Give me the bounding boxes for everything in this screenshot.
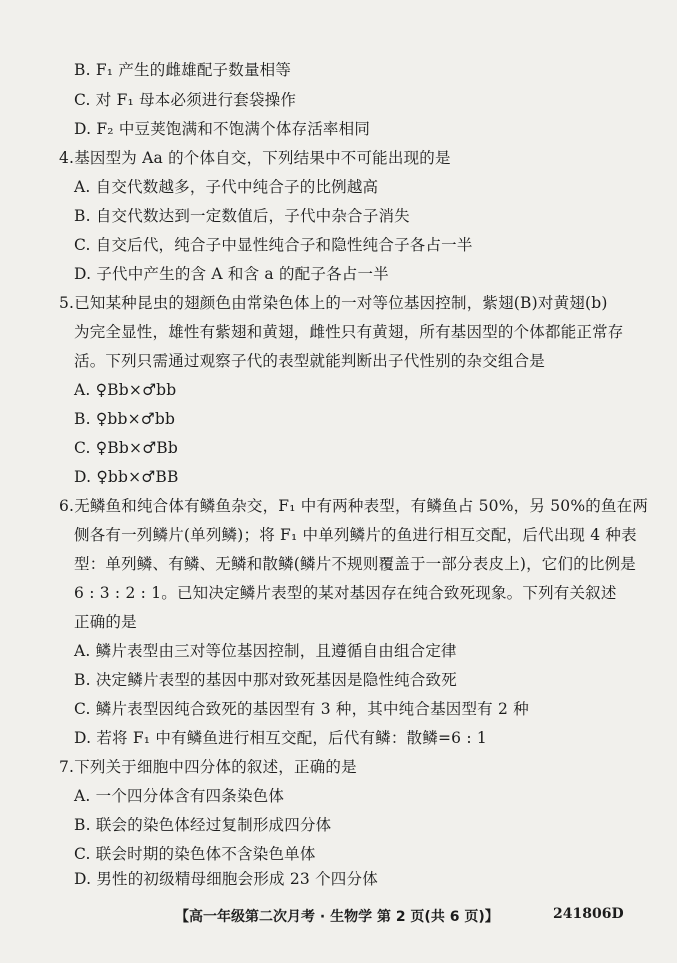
q3-option-c: C. 对 F₁ 母本必须进行套袋操作 (74, 91, 297, 109)
q5-option-a: A. ♀Bb×♂bb (74, 381, 177, 399)
q7-option-b: B. 联会的染色体经过复制形成四分体 (74, 816, 332, 834)
q3-option-d: D. F₂ 中豆荚饱满和不饱满个体存活率相同 (74, 120, 371, 138)
question-6-stem: 6.无鳞鱼和纯合体有鳞鱼杂交，F₁ 中有两种表型，有鳞鱼占 50%，另 50%的鱼在两 (59, 497, 649, 515)
q5-option-d: D. ♀bb×♂BB (74, 468, 179, 486)
q4-option-d: D. 子代中产生的含 A 和含 a 的配子各占一半 (74, 265, 389, 283)
q4-option-b: B. 自交代数达到一定数值后，子代中杂合子消失 (74, 207, 410, 225)
q5-option-c: C. ♀Bb×♂Bb (74, 439, 178, 457)
q6-option-c: C. 鳞片表型因纯合致死的基因型有 3 种，其中纯合基因型有 2 种 (74, 700, 529, 718)
question-6-stem-cont: 正确的是 (74, 613, 137, 631)
question-6-stem-cont: 侧各有一列鳞片(单列鳞)；将 F₁ 中单列鳞片的鱼进行相互交配，后代出现 4 种表 (74, 526, 637, 544)
question-7-stem: 7.下列关于细胞中四分体的叙述，正确的是 (59, 758, 357, 776)
q5-option-b: B. ♀bb×♂bb (74, 410, 176, 428)
question-6-stem-cont: 型：单列鳞、有鳞、无鳞和散鳞(鳞片不规则覆盖于一部分表皮上)，它们的比例是 (74, 555, 636, 573)
page-footer: 【高一年级第二次月考 · 生物学 第 2 页(共 6 页)】 (175, 909, 499, 925)
question-4-stem: 4.基因型为 Aa 的个体自交，下列结果中不可能出现的是 (59, 149, 451, 167)
q6-option-b: B. 决定鳞片表型的基因中那对致死基因是隐性纯合致死 (74, 671, 457, 689)
exam-code: 241806D (553, 906, 624, 922)
q7-option-c: C. 联会时期的染色体不含染色单体 (74, 845, 316, 863)
q4-option-c: C. 自交后代，纯合子中显性纯合子和隐性纯合子各占一半 (74, 236, 473, 254)
q7-option-a: A. 一个四分体含有四条染色体 (74, 787, 285, 805)
q7-option-d: D. 男性的初级精母细胞会形成 23 个四分体 (74, 870, 378, 888)
q6-option-d: D. 若将 F₁ 中有鳞鱼进行相互交配，后代有鳞：散鳞=6 : 1 (74, 729, 487, 747)
question-6-stem-cont: 6 : 3 : 2 : 1。已知决定鳞片表型的某对基因存在纯合致死现象。下列有关叙述 (74, 584, 617, 602)
q4-option-a: A. 自交代数越多，子代中纯合子的比例越高 (74, 178, 379, 196)
q3-option-b: B. F₁ 产生的雌雄配子数量相等 (74, 61, 292, 79)
q6-option-a: A. 鳞片表型由三对等位基因控制，且遵循自由组合定律 (74, 642, 457, 660)
question-5-stem: 5.已知某种昆虫的翅颜色由常染色体上的一对等位基因控制，紫翅(B)对黄翅(b) (59, 294, 608, 312)
question-5-stem-cont: 为完全显性，雄性有紫翅和黄翅，雌性只有黄翅，所有基因型的个体都能正常存 (74, 323, 624, 341)
question-5-stem-cont: 活。下列只需通过观察子代的表型就能判断出子代性别的杂交组合是 (74, 352, 546, 370)
